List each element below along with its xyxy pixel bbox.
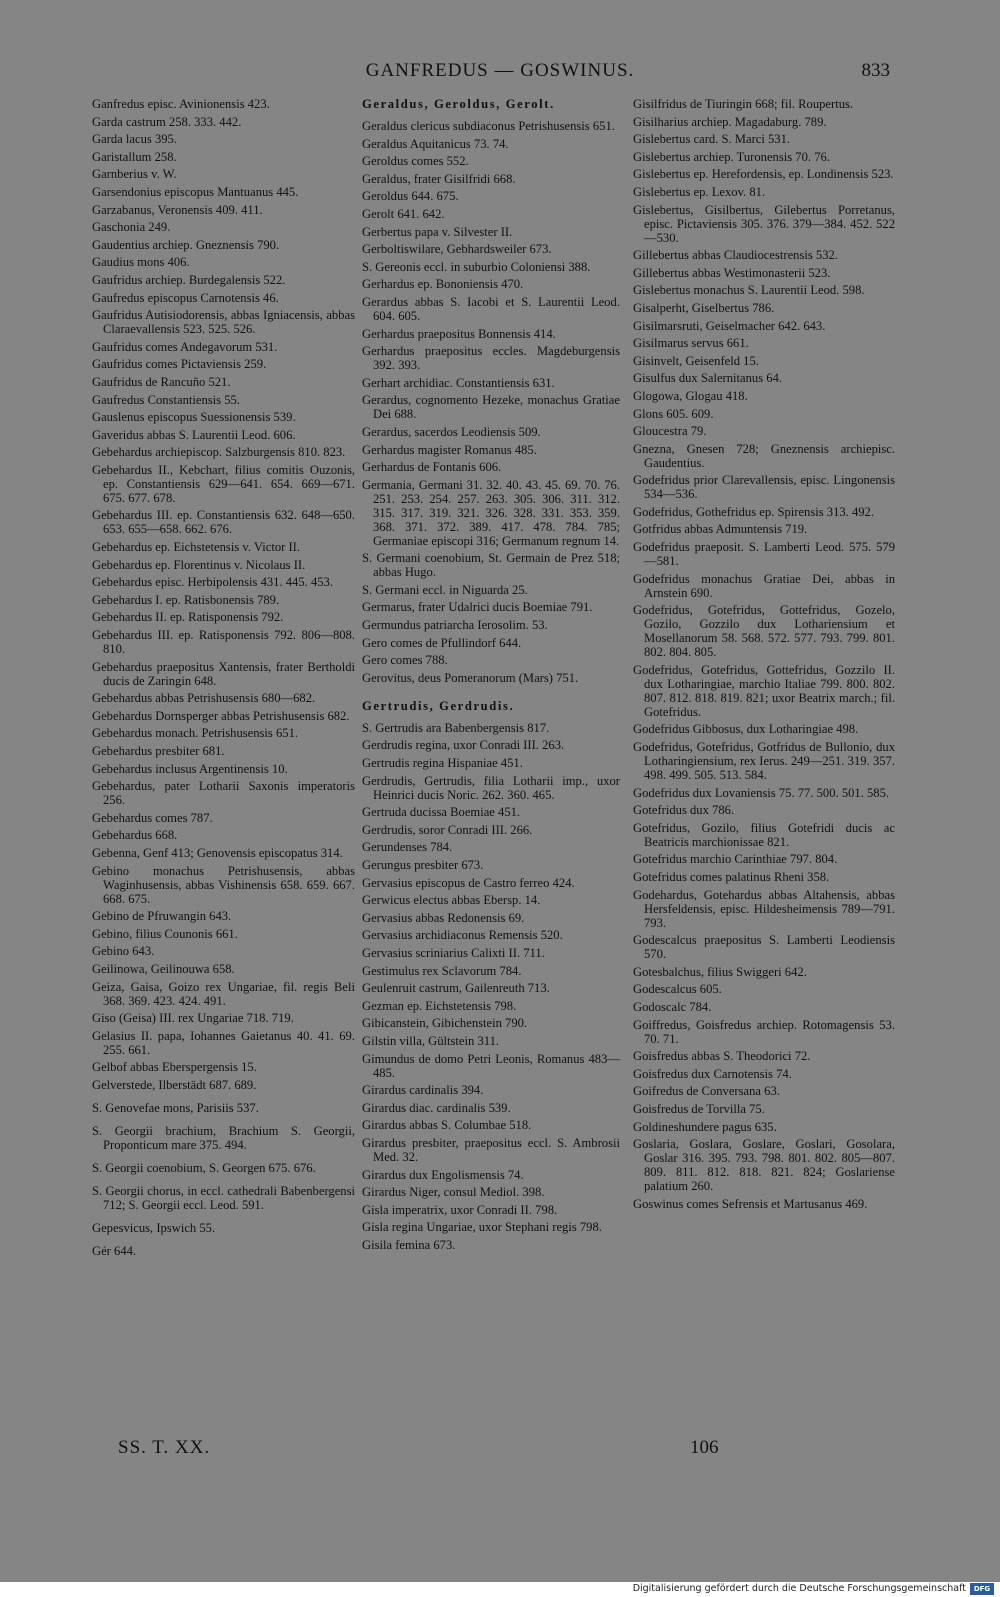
- index-entry: Gebino de Pfruwangin 643.: [92, 909, 232, 924]
- index-entry: Garnberius v. W.: [92, 167, 177, 182]
- section-heading: Gertrudis, Gerdrudis.: [362, 698, 515, 713]
- index-entry: Gebehardus comes 787.: [92, 810, 213, 825]
- index-entry: Gebehardus monach. Petrishusensis 651.: [92, 726, 299, 741]
- index-entry: Goisfredus abbas S. Theodorici 72.: [633, 1049, 811, 1064]
- index-entry: S. Georgii chorus, in eccl. cathedrali Babenbergensi 712; S. Georgii eccl. Leod. 591.: [92, 1183, 355, 1212]
- signature-mark: SS. T. XX.: [118, 1437, 211, 1458]
- index-entry: Gerdrudis regina, uxor Conradi III. 263.: [362, 738, 565, 753]
- index-entry: Gisalperht, Giselbertus 786.: [633, 300, 775, 315]
- index-entry: Gerardus abbas S. Iacobi et S. Laurentii Leod. 604. 605.: [362, 294, 620, 323]
- index-entry: Godefridus, Gotefridus, Gottefridus, Gozzilo II. dux Lotharingiae, marchio Italiae 799. 800. 802. 807. 812. 818. 819. 821; uxor Beatrix march.; fil. Gotefridus.: [633, 662, 895, 719]
- index-entry: Gebehardus presbiter 681.: [92, 744, 225, 758]
- index-entry: Gelverstede, Ilberstädt 687. 689.: [92, 1077, 257, 1092]
- index-entry: Gebenna, Genf 413; Genovensis episcopatus 314.: [92, 845, 343, 860]
- index-entry: Gertrudis regina Hispaniae 451.: [362, 756, 523, 771]
- index-entry: Geraldus, frater Gisilfridi 668.: [362, 171, 516, 186]
- index-entry: Geroldus 644. 675.: [362, 189, 459, 204]
- index-entry: Gebehardus episc. Herbipolensis 431. 445. 453.: [92, 575, 333, 590]
- index-entry: Garsendonius episcopus Mantuanus 445.: [92, 184, 299, 199]
- index-entry: Godescalcus praepositus S. Lamberti Leodiensis 570.: [633, 933, 895, 962]
- index-entry: Girardus abbas S. Columbae 518.: [362, 1118, 532, 1133]
- index-entry: Gebino, filius Counonis 661.: [92, 926, 238, 941]
- index-entry: Gerolt 641. 642.: [362, 206, 445, 221]
- index-entry: Gotefridus comes palatinus Rheni 358.: [633, 870, 830, 884]
- index-entry: Gebehardus I. ep. Ratisbonensis 789.: [92, 592, 280, 607]
- page-number: 833: [861, 60, 890, 81]
- index-entry: Goiffredus, Goisfredus archiep. Rotomagensis 53. 70. 71.: [633, 1017, 895, 1046]
- index-entry: Gerovitus, deus Pomeranorum (Mars) 751.: [362, 670, 579, 685]
- index-entry: Girardus Niger, consul Mediol. 398.: [362, 1185, 545, 1200]
- index-column-3: [633, 97, 895, 1214]
- index-entry: Gerbertus papa v. Silvester II.: [362, 224, 513, 239]
- index-entry: Gerhardus praepositus eccles. Magdeburgensis 392. 393.: [362, 344, 620, 373]
- index-entry: Gezman ep. Eichstetensis 798.: [362, 998, 517, 1013]
- index-entry: Gisilfridus de Tiuringin 668; fil. Roupertus.: [633, 97, 854, 111]
- index-entry: Godefridus, Gotefridus, Gotfridus de Bullonio, dux Lotharingiensium, rex Ierus. 249—251. 319. 357. 498. 499. 505. 513. 584.: [633, 740, 895, 783]
- index-entry: Goldineshundere pagus 635.: [633, 1119, 777, 1134]
- index-entry: Geilinowa, Geilinouwa 658.: [92, 961, 235, 976]
- index-entry: Girardus cardinalis 394.: [362, 1083, 484, 1098]
- index-entry: Gauslenus episcopus Suessionensis 539.: [92, 410, 296, 425]
- index-entry: Gotesbalchus, filius Swiggeri 642.: [633, 964, 807, 979]
- index-entry: S. Gereonis eccl. in suburbio Coloniensi 388.: [362, 259, 591, 274]
- index-entry: Gebehardus archiepiscop. Salzburgensis 810. 823.: [92, 445, 346, 460]
- index-entry: Gisla imperatrix, uxor Conradi II. 798.: [362, 1202, 558, 1217]
- index-entry: Gelbof abbas Eberspergensis 15.: [92, 1060, 257, 1075]
- index-entry: Garda lacus 395.: [92, 132, 177, 147]
- index-entry: Godefridus, Gothefridus ep. Spirensis 313. 492.: [633, 504, 875, 519]
- index-entry: Girardus diac. cardinalis 539.: [362, 1100, 511, 1115]
- index-entry: Gervasius scriniarius Calixti II. 711.: [362, 945, 545, 960]
- index-entry: Gaufridus archiep. Burdegalensis 522.: [92, 272, 286, 287]
- index-entry: Gislebertus ep. Herefordensis, ep. Londinensis 523.: [633, 167, 894, 182]
- index-entry: Gepesvicus, Ipswich 55.: [92, 1220, 216, 1235]
- index-entry: Gnezna, Gnesen 728; Gneznensis archiepisc. Gaudentius.: [633, 441, 895, 470]
- index-entry: Gisinvelt, Geisenfeld 15.: [633, 353, 759, 368]
- index-entry: Godefridus, Gotefridus, Gottefridus, Gozelo, Gozilo, Gozzilo dux Lothariensium et Mosellanorum 58. 568. 572. 577. 793. 799. 801. 802. 804. 805.: [633, 603, 895, 660]
- index-entry: Ganfredus episc. Avinionensis 423.: [92, 97, 270, 111]
- index-entry: Goisfredus de Torvilla 75.: [633, 1101, 765, 1116]
- index-entry: Gebehardus 668.: [92, 828, 178, 843]
- index-entry: Gisulfus dux Salernitanus 64.: [633, 371, 783, 386]
- index-entry: Gebehardus, pater Lotharii Saxonis imperatoris 256.: [92, 779, 355, 808]
- index-entry: Gislebertus card. S. Marci 531.: [633, 132, 791, 147]
- index-entry: Gervasius abbas Redonensis 69.: [362, 910, 525, 925]
- index-entry: Gotefridus dux 786.: [633, 803, 735, 818]
- index-entry: Gebino monachus Petrishusensis, abbas Waginhusensis, abbas Vishinensis 658. 659. 667. 668. 675.: [92, 863, 355, 906]
- index-entry: Gisla regina Ungariae, uxor Stephani regis 798.: [362, 1220, 602, 1235]
- index-entry: Gerwicus electus abbas Ebersp. 14.: [362, 893, 541, 908]
- index-entry: Glogowa, Glogau 418.: [633, 388, 748, 403]
- index-entry: Gislebertus ep. Lexov. 81.: [633, 184, 766, 199]
- index-entry: Gotefridus marchio Carinthiae 797. 804.: [633, 852, 838, 867]
- index-entry: Gaveridus abbas S. Laurentii Leod. 606.: [92, 427, 296, 442]
- index-entry: Gero comes de Pfullindorf 644.: [362, 635, 522, 650]
- index-entry: S. Georgii coenobium, S. Georgen 675. 676.: [92, 1160, 316, 1175]
- running-head: [0, 58, 1000, 86]
- index-entry: Gerhardus de Fontanis 606.: [362, 460, 502, 475]
- index-entry: Germundus patriarcha Ierosolim. 53.: [362, 618, 548, 633]
- page-title: GANFREDUS — GOSWINUS.: [365, 60, 635, 81]
- index-entry: Gebehardus praepositus Xantensis, frater Bertholdi ducis de Zaringin 648.: [92, 659, 355, 688]
- index-entry: Gerhardus magister Romanus 485.: [362, 442, 537, 457]
- index-entry: Goifredus de Conversana 63.: [633, 1084, 780, 1099]
- index-entry: Glons 605. 609.: [633, 406, 714, 421]
- funding-notice: Digitalisierung gefördert durch die Deutsche Forschungsgemeinschaft: [632, 1583, 966, 1594]
- index-entry: Gerdrudis, soror Conradi III. 266.: [362, 822, 533, 837]
- index-entry: Gisilmarus servus 661.: [633, 336, 749, 351]
- index-entry: Gervasius archidiaconus Remensis 520.: [362, 928, 563, 943]
- index-entry: Gaufridus Autisiodorensis, abbas Igniacensis, abbas Claraevallensis 523. 525. 526.: [92, 308, 355, 337]
- index-entry: Gebehardus abbas Petrishusensis 680—682.: [92, 691, 316, 706]
- index-entry: Giso (Geisa) III. rex Ungariae 718. 719.: [92, 1011, 294, 1026]
- index-entry: Goisfredus dux Carnotensis 74.: [633, 1066, 792, 1081]
- index-entry: Gebehardus II., Kebchart, filius comitis Ouzonis, ep. Constantiensis 629—641. 654. 669—671. 675. 677. 678.: [92, 462, 355, 505]
- index-column-1: [92, 97, 355, 1262]
- index-entry: Gaufridus comes Andegavorum 531.: [92, 339, 278, 354]
- index-entry: Geiza, Gaisa, Goizo rex Ungariae, fil. regis Beli 368. 369. 423. 424. 491.: [92, 979, 355, 1008]
- index-entry: Gillebertus abbas Claudiocestrensis 532.: [633, 248, 838, 263]
- index-entry: Godefridus praeposit. S. Lamberti Leod. 575. 579—581.: [633, 540, 895, 569]
- index-entry: Gebehardus II. ep. Ratisponensis 792.: [92, 610, 284, 625]
- index-entry: Geraldus Aquitanicus 73. 74.: [362, 136, 509, 151]
- index-entry: Gerboltiswilare, Gebhardsweiler 673.: [362, 242, 552, 257]
- index-entry: S. Genovefae mons, Parisiis 537.: [92, 1100, 259, 1115]
- index-entry: Gerhart archidiac. Constantiensis 631.: [362, 375, 555, 390]
- index-entry: Garda castrum 258. 333. 442.: [92, 114, 242, 129]
- index-entry: Gebino 643.: [92, 944, 155, 959]
- index-entry: Gislebertus archiep. Turonensis 70. 76.: [633, 149, 830, 164]
- index-entry: Gotfridus abbas Admuntensis 719.: [633, 522, 808, 537]
- index-entry: Gebehardus III. ep. Ratisponensis 792. 806—808. 810.: [92, 628, 355, 657]
- index-entry: Gislebertus monachus S. Laurentii Leod. 598.: [633, 283, 865, 298]
- index-entry: Geraldus clericus subdiaconus Petrishusensis 651.: [362, 119, 615, 133]
- index-entry: Gebehardus Dornsperger abbas Petrishusensis 682.: [92, 708, 350, 723]
- dfg-logo-icon: DFG: [970, 1583, 994, 1595]
- index-entry: Gaufredus Constantiensis 55.: [92, 392, 240, 407]
- index-entry: Gimundus de domo Petri Leonis, Romanus 483—485.: [362, 1051, 620, 1080]
- index-entry: Germania, Germani 31. 32. 40. 43. 45. 69. 70. 76. 251. 253. 254. 257. 263. 305. 306. 311. 312. 315. 317. 319. 321. 326. 328. 331. 353. 359. 368. 371. 372. 389. 417. 478. 784. 785; Germaniae episcopi 316; Germanum regnum 14.: [362, 477, 620, 548]
- index-entry: Garistallum 258.: [92, 149, 177, 164]
- index-entry: Godefridus monachus Gratiae Dei, abbas in Arnstein 690.: [633, 571, 895, 600]
- index-entry: Gisilmarsruti, Geiselmacher 642. 643.: [633, 318, 826, 333]
- index-entry: Gislebertus, Gisilbertus, Gilebertus Porretanus, episc. Pictaviensis 305. 376. 379—384. 452. 522—530.: [633, 202, 895, 245]
- index-entry: S. Germani coenobium, St. Germain de Prez 518; abbas Hugo.: [362, 551, 620, 580]
- index-entry: Gebehardus ep. Eichstetensis v. Victor II.: [92, 540, 301, 555]
- index-column-2: [362, 97, 620, 1255]
- index-entry: Gerungus presbiter 673.: [362, 858, 484, 872]
- index-entry: S. Georgii brachium, Brachium S. Georgii, Proponticum mare 375. 494.: [92, 1123, 355, 1152]
- index-entry: Gaudentius archiep. Gneznensis 790.: [92, 237, 280, 252]
- index-entry: Girardus presbiter, praepositus eccl. S. Ambrosii Med. 32.: [362, 1135, 620, 1164]
- index-entry: Gervasius episcopus de Castro ferreo 424.: [362, 875, 575, 890]
- index-entry: Gestimulus rex Sclavorum 784.: [362, 963, 522, 978]
- index-entry: Gloucestra 79.: [633, 424, 707, 439]
- index-entry: Godefridus Gibbosus, dux Lotharingiae 498.: [633, 722, 859, 737]
- index-entry: Gaufredus episcopus Carnotensis 46.: [92, 290, 279, 305]
- section-heading: Geraldus, Geroldus, Gerolt.: [362, 97, 555, 111]
- index-entry: S. Germani eccl. in Niguarda 25.: [362, 582, 528, 597]
- index-entry: Geulenruit castrum, Gailenreuth 713.: [362, 981, 550, 996]
- index-entry: Gisila femina 673.: [362, 1237, 456, 1252]
- index-entry: Godefridus prior Clarevallensis, episc. Lingonensis 534—536.: [633, 473, 895, 502]
- index-entry: Godehardus, Gotehardus abbas Altahensis, abbas Hersfeldensis, episc. Hildesheimensis 789—791. 793.: [633, 887, 895, 930]
- sheet-number: 106: [690, 1437, 719, 1458]
- index-entry: Goswinus comes Sefrensis et Martusanus 469.: [633, 1196, 868, 1211]
- index-entry: Gerhardus ep. Bononiensis 470.: [362, 277, 524, 292]
- index-entry: Gelasius II. papa, Iohannes Gaietanus 40. 41. 69. 255. 661.: [92, 1028, 355, 1057]
- index-entry: Gillebertus abbas Westimonasterii 523.: [633, 265, 831, 280]
- index-entry: Gaschonia 249.: [92, 220, 171, 235]
- index-entry: Gerardus, sacerdos Leodiensis 509.: [362, 424, 541, 439]
- index-entry: Gibicanstein, Gibichenstein 790.: [362, 1016, 528, 1031]
- index-entry: Godoscalc 784.: [633, 999, 712, 1014]
- index-entry: Geroldus comes 552.: [362, 154, 469, 169]
- index-entry: Gotefridus, Gozilo, filius Gotefridi ducis ac Beatricis marchionissae 821.: [633, 820, 895, 849]
- index-entry: Gerardus, cognomento Hezeke, monachus Gratiae Dei 688.: [362, 393, 620, 422]
- index-entry: Gér 644.: [92, 1243, 137, 1258]
- index-entry: Gertruda ducissa Boemiae 451.: [362, 805, 521, 820]
- index-entry: Germarus, frater Udalrici ducis Boemiae 791.: [362, 600, 593, 615]
- index-entry: Gero comes 788.: [362, 653, 448, 668]
- index-entry: Garzabanus, Veronensis 409. 411.: [92, 202, 263, 217]
- index-entry: Girardus dux Engolismensis 74.: [362, 1167, 524, 1182]
- index-entry: Gebehardus inclusus Argentinensis 10.: [92, 761, 288, 776]
- index-entry: Goslaria, Goslara, Goslare, Goslari, Gosolara, Goslar 316. 395. 793. 798. 801. 802. 805—807. 809. 811. 812. 818. 821. 824; Goslariense palatium 260.: [633, 1137, 895, 1194]
- digitization-footer: [0, 1582, 1000, 1597]
- index-entry: Gaufridus de Rancuño 521.: [92, 374, 231, 389]
- index-entry: Gerdrudis, Gertrudis, filia Lotharii imp., uxor Heinrici ducis Noric. 262. 360. 465.: [362, 773, 620, 802]
- index-entry: Godescalcus 605.: [633, 982, 722, 997]
- index-entry: Gilstin villa, Gültstein 311.: [362, 1033, 500, 1048]
- index-entry: Gebehardus ep. Florentinus v. Nicolaus II.: [92, 557, 306, 572]
- index-entry: Gerundenses 784.: [362, 840, 453, 855]
- index-entry: Gerhardus praepositus Bonnensis 414.: [362, 326, 556, 341]
- index-entry: Godefridus dux Lovaniensis 75. 77. 500. 501. 585.: [633, 785, 890, 800]
- index-entry: Gaudius mons 406.: [92, 255, 190, 270]
- index-entry: Gisilharius archiep. Magadaburg. 789.: [633, 114, 827, 129]
- index-entry: Gaufridus comes Pictaviensis 259.: [92, 357, 267, 372]
- index-entry: S. Gertrudis ara Babenbergensis 817.: [362, 720, 550, 735]
- index-entry: Gebehardus III. ep. Constantiensis 632. 648—650. 653. 655—658. 662. 676.: [92, 508, 355, 537]
